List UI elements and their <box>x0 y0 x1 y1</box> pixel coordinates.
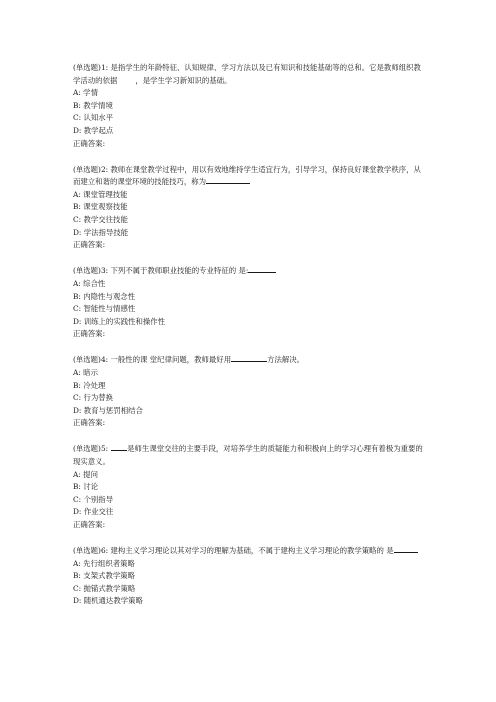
option-d: D: 作业交往 <box>73 507 114 517</box>
option-d: D: 教育与惩罚相结合 <box>73 405 143 415</box>
stem-text: (单选题)6: 建构主义学习理论以其对学习的理解为基础，不属于建构主义学习理论的教学策略的 是 <box>73 546 394 556</box>
question-stem <box>73 443 425 468</box>
document-page <box>73 62 425 622</box>
question-6 <box>73 545 425 608</box>
question-2 <box>73 164 425 252</box>
stem-text: (单选题)3: 下列不属于教师职业技能的专业特征的 是: <box>73 266 249 276</box>
answer-blank <box>206 176 250 184</box>
option-a: A: 学情 <box>73 88 98 98</box>
option-a: A: 暗示 <box>73 367 98 377</box>
question-4 <box>73 354 425 430</box>
answer-label: 正确答案: <box>73 138 106 148</box>
question-1 <box>73 62 425 150</box>
answer-blank <box>231 354 267 362</box>
question-stem <box>73 545 425 558</box>
option-d: D: 随机通达教学策略 <box>73 596 143 606</box>
option-d: D: 训练上的实践性和操作性 <box>73 316 166 326</box>
option-b: B: 内隐性与观念性 <box>73 291 136 301</box>
stem-text: 是师生课堂交往的主要手段，对培养学生的质疑能力和积极向上的学习心理有着极为重要的现实意义。 <box>73 444 423 467</box>
stem-text: (单选题)2: 教师在课堂教学过程中，用以有效地维持学生适宜行为，引导学习，保持良好课堂教学秩序，从而建立和谐的课堂环境的技能技巧，称为 <box>73 164 421 187</box>
stem-text: 方法解决。 <box>267 355 305 365</box>
option-c: C: 抛锚式教学策略 <box>73 583 136 593</box>
answer-label: 正确答案: <box>73 520 106 529</box>
question-3 <box>73 265 425 341</box>
option-a: A: 综合性 <box>73 278 106 288</box>
question-stem <box>73 265 425 278</box>
option-a: A: 课堂管理技能 <box>73 189 128 199</box>
option-b: B: 支架式教学策略 <box>73 571 136 581</box>
option-b: B: 冷处理 <box>73 380 106 390</box>
option-c: C: 认知水平 <box>73 113 114 123</box>
question-5 <box>73 443 425 531</box>
answer-label: 正确答案: <box>73 240 106 250</box>
question-stem <box>73 62 425 87</box>
option-b: B: 讨论 <box>73 482 99 492</box>
option-c: C: 教学交往技能 <box>73 215 128 225</box>
option-b: B: 教学情境 <box>73 100 113 110</box>
option-d: D: 教学起点 <box>73 125 114 135</box>
option-a: A: 先行组织者策略 <box>73 558 135 568</box>
option-c: C: 行为替换 <box>73 393 114 403</box>
answer-label: 正确答案: <box>73 329 106 339</box>
stem-text: (单选题)1: 是指学生的年龄特征、认知规律、学习方法以及已有知识和技能基础等的总和。它是教师组织教学活动的依据 <box>73 63 421 85</box>
stem-text: ，是学生学习新知识的基础。 <box>135 75 232 85</box>
option-c: C: 智能性与情感性 <box>73 304 136 314</box>
answer-blank <box>394 545 418 553</box>
stem-text: (单选题)4: 一般性的课 堂纪律问题，教师最好用 <box>73 355 232 365</box>
option-d: D: 学法指导技能 <box>73 227 129 237</box>
option-c: C: 个别指导 <box>73 494 114 504</box>
question-stem <box>73 354 425 367</box>
stem-text: (单选题)5: <box>73 444 109 454</box>
answer-blank <box>248 265 276 273</box>
option-a: A: 提问 <box>73 469 98 479</box>
answer-blank <box>111 443 127 451</box>
option-b: B: 课堂观察技能 <box>73 202 128 212</box>
question-stem <box>73 164 425 189</box>
answer-label: 正确答案: <box>73 418 106 428</box>
